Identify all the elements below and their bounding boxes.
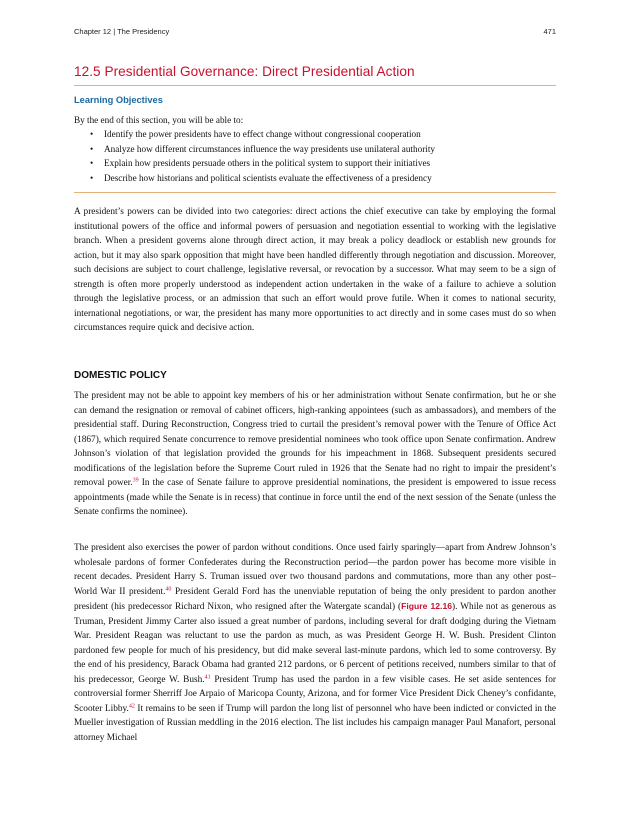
section-title-rule xyxy=(74,85,556,86)
list-item xyxy=(90,142,435,157)
learning-objectives-intro: By the end of this section, you will be able to: xyxy=(74,115,244,125)
paragraph-text: The president also exercises the power of pardon without conditions. Once used fairly sparingly—apart from Andrew Johnson’s wholesale pardons of former Confederates during the Reconstruction period—the pardon power has become more visible in recent decades. President Harry S. Truman issued over two thousand pardons and commutations, more than any other post–World War II president. xyxy=(74,543,556,597)
bullet: • xyxy=(90,129,94,139)
bullet: • xyxy=(90,158,94,168)
footnote-ref[interactable]: 42 xyxy=(128,703,135,709)
footnote-ref[interactable]: 39 xyxy=(132,477,139,484)
domestic-policy-heading: DOMESTIC POLICY xyxy=(74,370,167,381)
chapter-label: Chapter 12 | The Presidency xyxy=(74,27,170,36)
bullet: • xyxy=(90,172,94,183)
footnote-ref[interactable]: 41 xyxy=(204,674,211,680)
section-title: 12.5 Presidential Governance: Direct Presidential Action xyxy=(74,64,415,79)
learning-objectives-heading: Learning Objectives xyxy=(74,95,163,105)
paragraph-text: In the case of Senate failure to approve presidential nominations, the president is empowered to issue recess appointments (made while the Senate is in recess) that continue in force until the end of the next session of the Senate (unless the Senate confirms the nominee). xyxy=(74,478,556,517)
objective-text: Explain how presidents persuade others in the political system to support their initiatives xyxy=(104,158,431,168)
learning-objectives-rule xyxy=(74,192,556,193)
learning-objectives-list xyxy=(90,127,435,185)
paragraph-text: It remains to be seen if Trump will pardon the long list of personnel who have been indicted or convicted in the Mueller investigation of Russian meddling in the 2016 election. The list includes his campaign manager Paul Manafort, personal attorney Michael xyxy=(74,703,556,743)
list-item xyxy=(90,171,435,186)
removal-power-paragraph xyxy=(74,389,556,520)
page-number: 471 xyxy=(543,27,556,36)
pardon-paragraph xyxy=(74,541,556,745)
paragraph-text: ). While not as generous as Truman, President Jimmy Carter also issued a great number of pardons, including several for draft dodging during the Vietnam War. President Reagan was reluctant to use the pardon as much, as was President George H. W. Bush. President Clinton pardoned few people for much of his presidency, but did make several last-minute pardons, which led to some controversy. By the end of his presidency, Barack Obama had granted 212 pardons, or 6 percent of petitions received, numbers similar to that of his predecessor, George W. Bush. xyxy=(74,602,556,685)
figure-link[interactable]: Figure 12.16 xyxy=(401,601,453,611)
bullet: • xyxy=(90,143,94,154)
objective-text: Analyze how different circumstances influence the way presidents use unilateral authority xyxy=(104,143,435,154)
intro-paragraph: A president’s powers can be divided into two categories: direct actions the chief executive can take by employing the formal institutional powers of the office and informal powers of persuasion and negotiation essential to working with the legislative branch. When a president governs alone through direct action, it may break a policy deadlock or establish new grounds for action, but it may also spark opposition that might have been handled differently through negotiation and discussion. Moreover, such decisions are subject to court challenge, legislative reversal, or revocation by a successor. What may seem to be a sign of strength is often more properly understood as independent action undertaken in the wake of a failure to achieve a solution through the legislative process, or an admission that such an effort would prove futile. When it comes to national security, international negotiations, or war, the president has many more opportunities to act directly and in some cases must do so when circumstances require quick and decisive action. xyxy=(74,207,556,333)
objective-text: Identify the power presidents have to effect change without congressional cooperation xyxy=(104,129,421,139)
paragraph-text: The president may not be able to appoint key members of his or her administration without Senate confirmation, but he or she can demand the resignation or removal of cabinet officers, high-ranking appointees (such as ambassadors), and members of the presidential staff. During Reconstruction, Congress tried to curtail the president’s removal power with the Tenure of Office Act (1867), which required Senate concurrence to remove presidential nominees who took office upon Senate confirmation. Andrew Johnson’s violation of that legislation provided the grounds for his impeachment in 1868. Subsequent presidents secured modifications of the legislation before the Supreme Court ruled in 1926 that the Senate had no right to impair the president’s removal power. xyxy=(74,391,556,488)
list-item xyxy=(90,156,435,171)
footnote-ref[interactable]: 40 xyxy=(165,586,172,592)
paragraph-text: President Trump has used the pardon in a few visible cases. He set aside sentences for controversial former Sherriff Joe Arpaio of Maricopa County, Arizona, and for former Vice President Dick Cheney’s confidante, Scooter Libby. xyxy=(74,674,556,714)
paragraph-text: President Gerald Ford has the unenviable reputation of being the only president to pardon another president (his predecessor Richard Nixon, who resigned after the Watergate scandal) ( xyxy=(74,586,556,612)
objective-text: Describe how historians and political scientists evaluate the effectiveness of a presidency xyxy=(104,172,432,183)
list-item xyxy=(90,127,435,142)
